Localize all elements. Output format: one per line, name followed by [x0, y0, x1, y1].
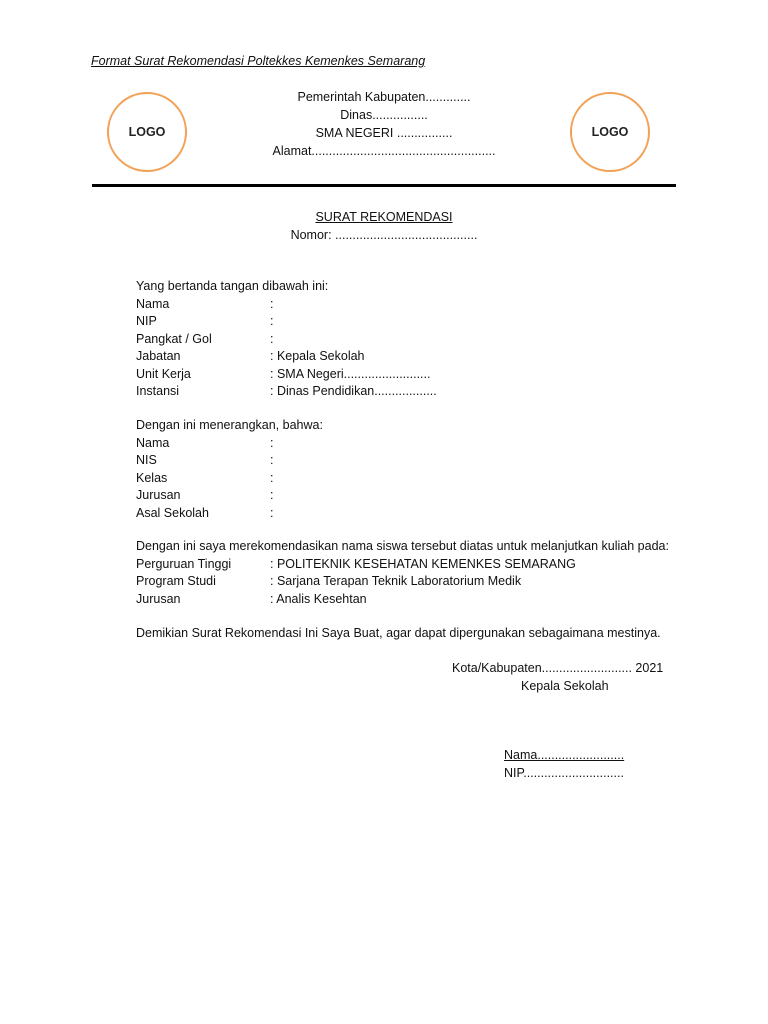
- field-label: Jabatan: [136, 349, 181, 364]
- logo-right-label: LOGO: [591, 125, 629, 139]
- field-value: :: [270, 297, 274, 311]
- letter-title: SURAT REKOMENDASI: [315, 210, 453, 224]
- field-value: :: [270, 331, 274, 346]
- field-value: :: [270, 453, 274, 468]
- logo-left-placeholder: [107, 92, 187, 172]
- field-value: : Sarjana Terapan Teknik Laboratorium Medik: [270, 574, 522, 589]
- logo-left-label: LOGO: [128, 125, 166, 139]
- letterhead-line-government: Pemerintah Kabupaten.............: [297, 90, 471, 104]
- field-value: : Dinas Pendidikan..................: [270, 383, 437, 398]
- letterhead-line-school: SMA NEGERI ................: [315, 126, 453, 140]
- logo-right-placeholder: [570, 92, 650, 172]
- letterhead-line-department: Dinas................: [340, 108, 428, 122]
- field-label: NIS: [136, 453, 157, 468]
- letter-number: Nomor: .........................................: [290, 228, 478, 242]
- signature-role: Kepala Sekolah: [521, 679, 609, 693]
- field-label: Asal Sekolah: [136, 505, 209, 520]
- field-label: Instansi: [136, 383, 180, 398]
- field-value: : Kepala Sekolah: [270, 349, 365, 364]
- document-format-title: Format Surat Rekomendasi Poltekkes Kemenkes Semarang: [91, 54, 426, 68]
- student-intro: Dengan ini menerangkan, bahwa:: [136, 418, 323, 432]
- field-label: Jurusan: [136, 488, 181, 503]
- field-value: :: [270, 314, 274, 329]
- field-label: Perguruan Tinggi: [136, 557, 232, 571]
- field-label: Kelas: [136, 470, 168, 485]
- field-label: Pangkat / Gol: [136, 331, 212, 346]
- field-label: Jurusan: [136, 591, 181, 606]
- field-value: :: [270, 505, 274, 520]
- signature-nip: NIP.............................: [504, 766, 624, 780]
- field-value: :: [270, 436, 274, 450]
- letterhead: [200, 88, 568, 160]
- signature-name: Nama.........................: [504, 748, 625, 762]
- letterhead-divider: [92, 184, 676, 187]
- recommendation-intro: Dengan ini saya merekomendasikan nama siswa tersebut diatas untuk melanjutkan kuliah pada:: [136, 539, 669, 553]
- signature-place-date: Kota/Kabupaten.......................... 2021: [452, 661, 664, 675]
- field-value: : POLITEKNIK KESEHATAN KEMENKES SEMARANG: [270, 557, 576, 571]
- field-value: : SMA Negeri.........................: [270, 366, 431, 381]
- field-label: Nama: [136, 436, 170, 450]
- field-value: :: [270, 488, 274, 503]
- field-label: Program Studi: [136, 574, 216, 589]
- letterhead-line-address: Alamat.....................................................: [272, 144, 496, 158]
- field-value: : Analis Kesehtan: [270, 591, 367, 606]
- field-value: :: [270, 470, 274, 485]
- signer-intro: Yang bertanda tangan dibawah ini:: [136, 279, 329, 293]
- field-label: NIP: [136, 314, 157, 329]
- closing-statement: Demikian Surat Rekomendasi Ini Saya Buat, agar dapat dipergunakan sebagaimana mestinya.: [136, 626, 661, 640]
- field-label: Unit Kerja: [136, 366, 191, 381]
- field-label: Nama: [136, 297, 170, 311]
